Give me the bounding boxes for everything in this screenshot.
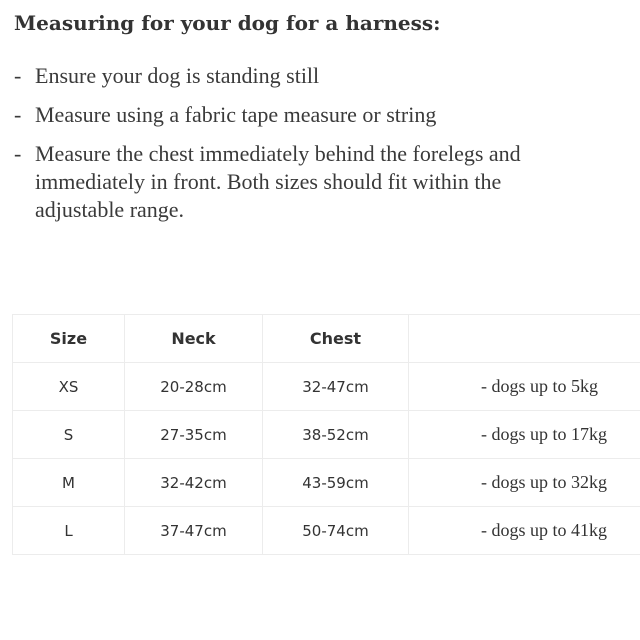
neck-cell: 37-47cm [125, 507, 263, 555]
weight-note-cell: - dogs up to 5kg [409, 363, 640, 411]
page-title: Measuring for your dog for a harness: [14, 11, 441, 35]
instruction-list [14, 62, 574, 235]
header-weight [409, 315, 640, 363]
table-row [13, 411, 640, 459]
size-cell: L [13, 507, 125, 555]
size-table [12, 314, 640, 555]
neck-cell: 20-28cm [125, 363, 263, 411]
instruction-item [14, 62, 574, 90]
size-cell: XS [13, 363, 125, 411]
bullet-dash: - [14, 141, 22, 166]
header-neck: Neck [125, 315, 263, 363]
chest-cell: 43-59cm [263, 459, 409, 507]
bullet-dash: - [14, 102, 22, 127]
size-cell: S [13, 411, 125, 459]
table-row [13, 363, 640, 411]
instruction-item [14, 140, 574, 224]
chest-cell: 50-74cm [263, 507, 409, 555]
weight-note-cell: - dogs up to 32kg [409, 459, 640, 507]
header-chest: Chest [263, 315, 409, 363]
size-cell: M [13, 459, 125, 507]
bullet-dash: - [14, 63, 22, 88]
instruction-text: Ensure your dog is standing still [35, 63, 320, 88]
instruction-text: Measure the chest immediately behind the forelegs and immediately in front. Both sizes should fit within the adjustable range. [35, 141, 521, 222]
chest-cell: 32-47cm [263, 363, 409, 411]
header-size: Size [13, 315, 125, 363]
weight-note-cell: - dogs up to 17kg [409, 411, 640, 459]
instruction-text: Measure using a fabric tape measure or string [35, 102, 437, 127]
weight-note-cell: - dogs up to 41kg [409, 507, 640, 555]
table-row [13, 507, 640, 555]
table-row [13, 459, 640, 507]
neck-cell: 32-42cm [125, 459, 263, 507]
instruction-item [14, 101, 574, 129]
table-header-row [13, 315, 640, 363]
neck-cell: 27-35cm [125, 411, 263, 459]
chest-cell: 38-52cm [263, 411, 409, 459]
